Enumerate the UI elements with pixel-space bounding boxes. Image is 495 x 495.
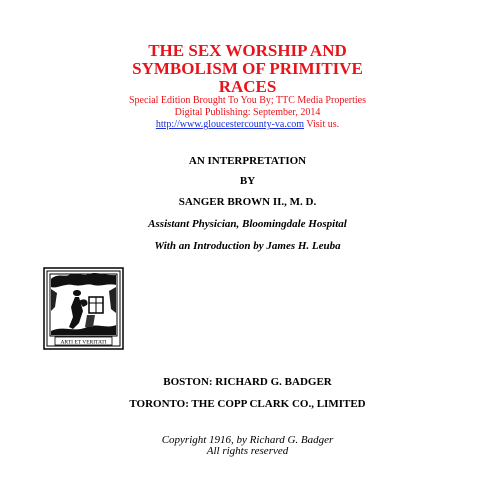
url-line — [0, 119, 495, 131]
interpretation-heading: AN INTERPRETATION — [188, 155, 307, 167]
website-link[interactable]: http://www.gloucestercounty-va.com — [155, 119, 305, 130]
rights-line: All rights reserved — [206, 445, 289, 457]
title-line-2: SYMBOLISM OF PRIMITIVE — [132, 59, 363, 78]
author-role: Assistant Physician, Bloomingdale Hospital — [148, 218, 347, 230]
title-line-1: THE SEX WORSHIP AND — [148, 41, 347, 60]
title-line-3: RACES — [218, 77, 277, 96]
introduction-credit: With an Introduction by James H. Leuba — [154, 240, 341, 252]
author-name: SANGER BROWN II., M. D. — [178, 196, 317, 208]
copyright-line: Copyright 1916, by Richard G. Badger — [161, 434, 334, 446]
publishing-line: Digital Publishing: September, 2014 — [174, 107, 321, 118]
by-line: BY — [239, 175, 256, 187]
device-motto: ARTI ET VERITATI — [60, 339, 107, 346]
visit-text: Visit us. — [306, 119, 340, 130]
publisher-device-emblem — [43, 267, 124, 350]
publisher-boston: BOSTON: RICHARD G. BADGER — [163, 376, 332, 388]
edition-line: Special Edition Brought To You By; TTC Media Properties — [129, 95, 366, 106]
publisher-toronto: TORONTO: THE COPP CLARK CO., LIMITED — [129, 398, 366, 410]
